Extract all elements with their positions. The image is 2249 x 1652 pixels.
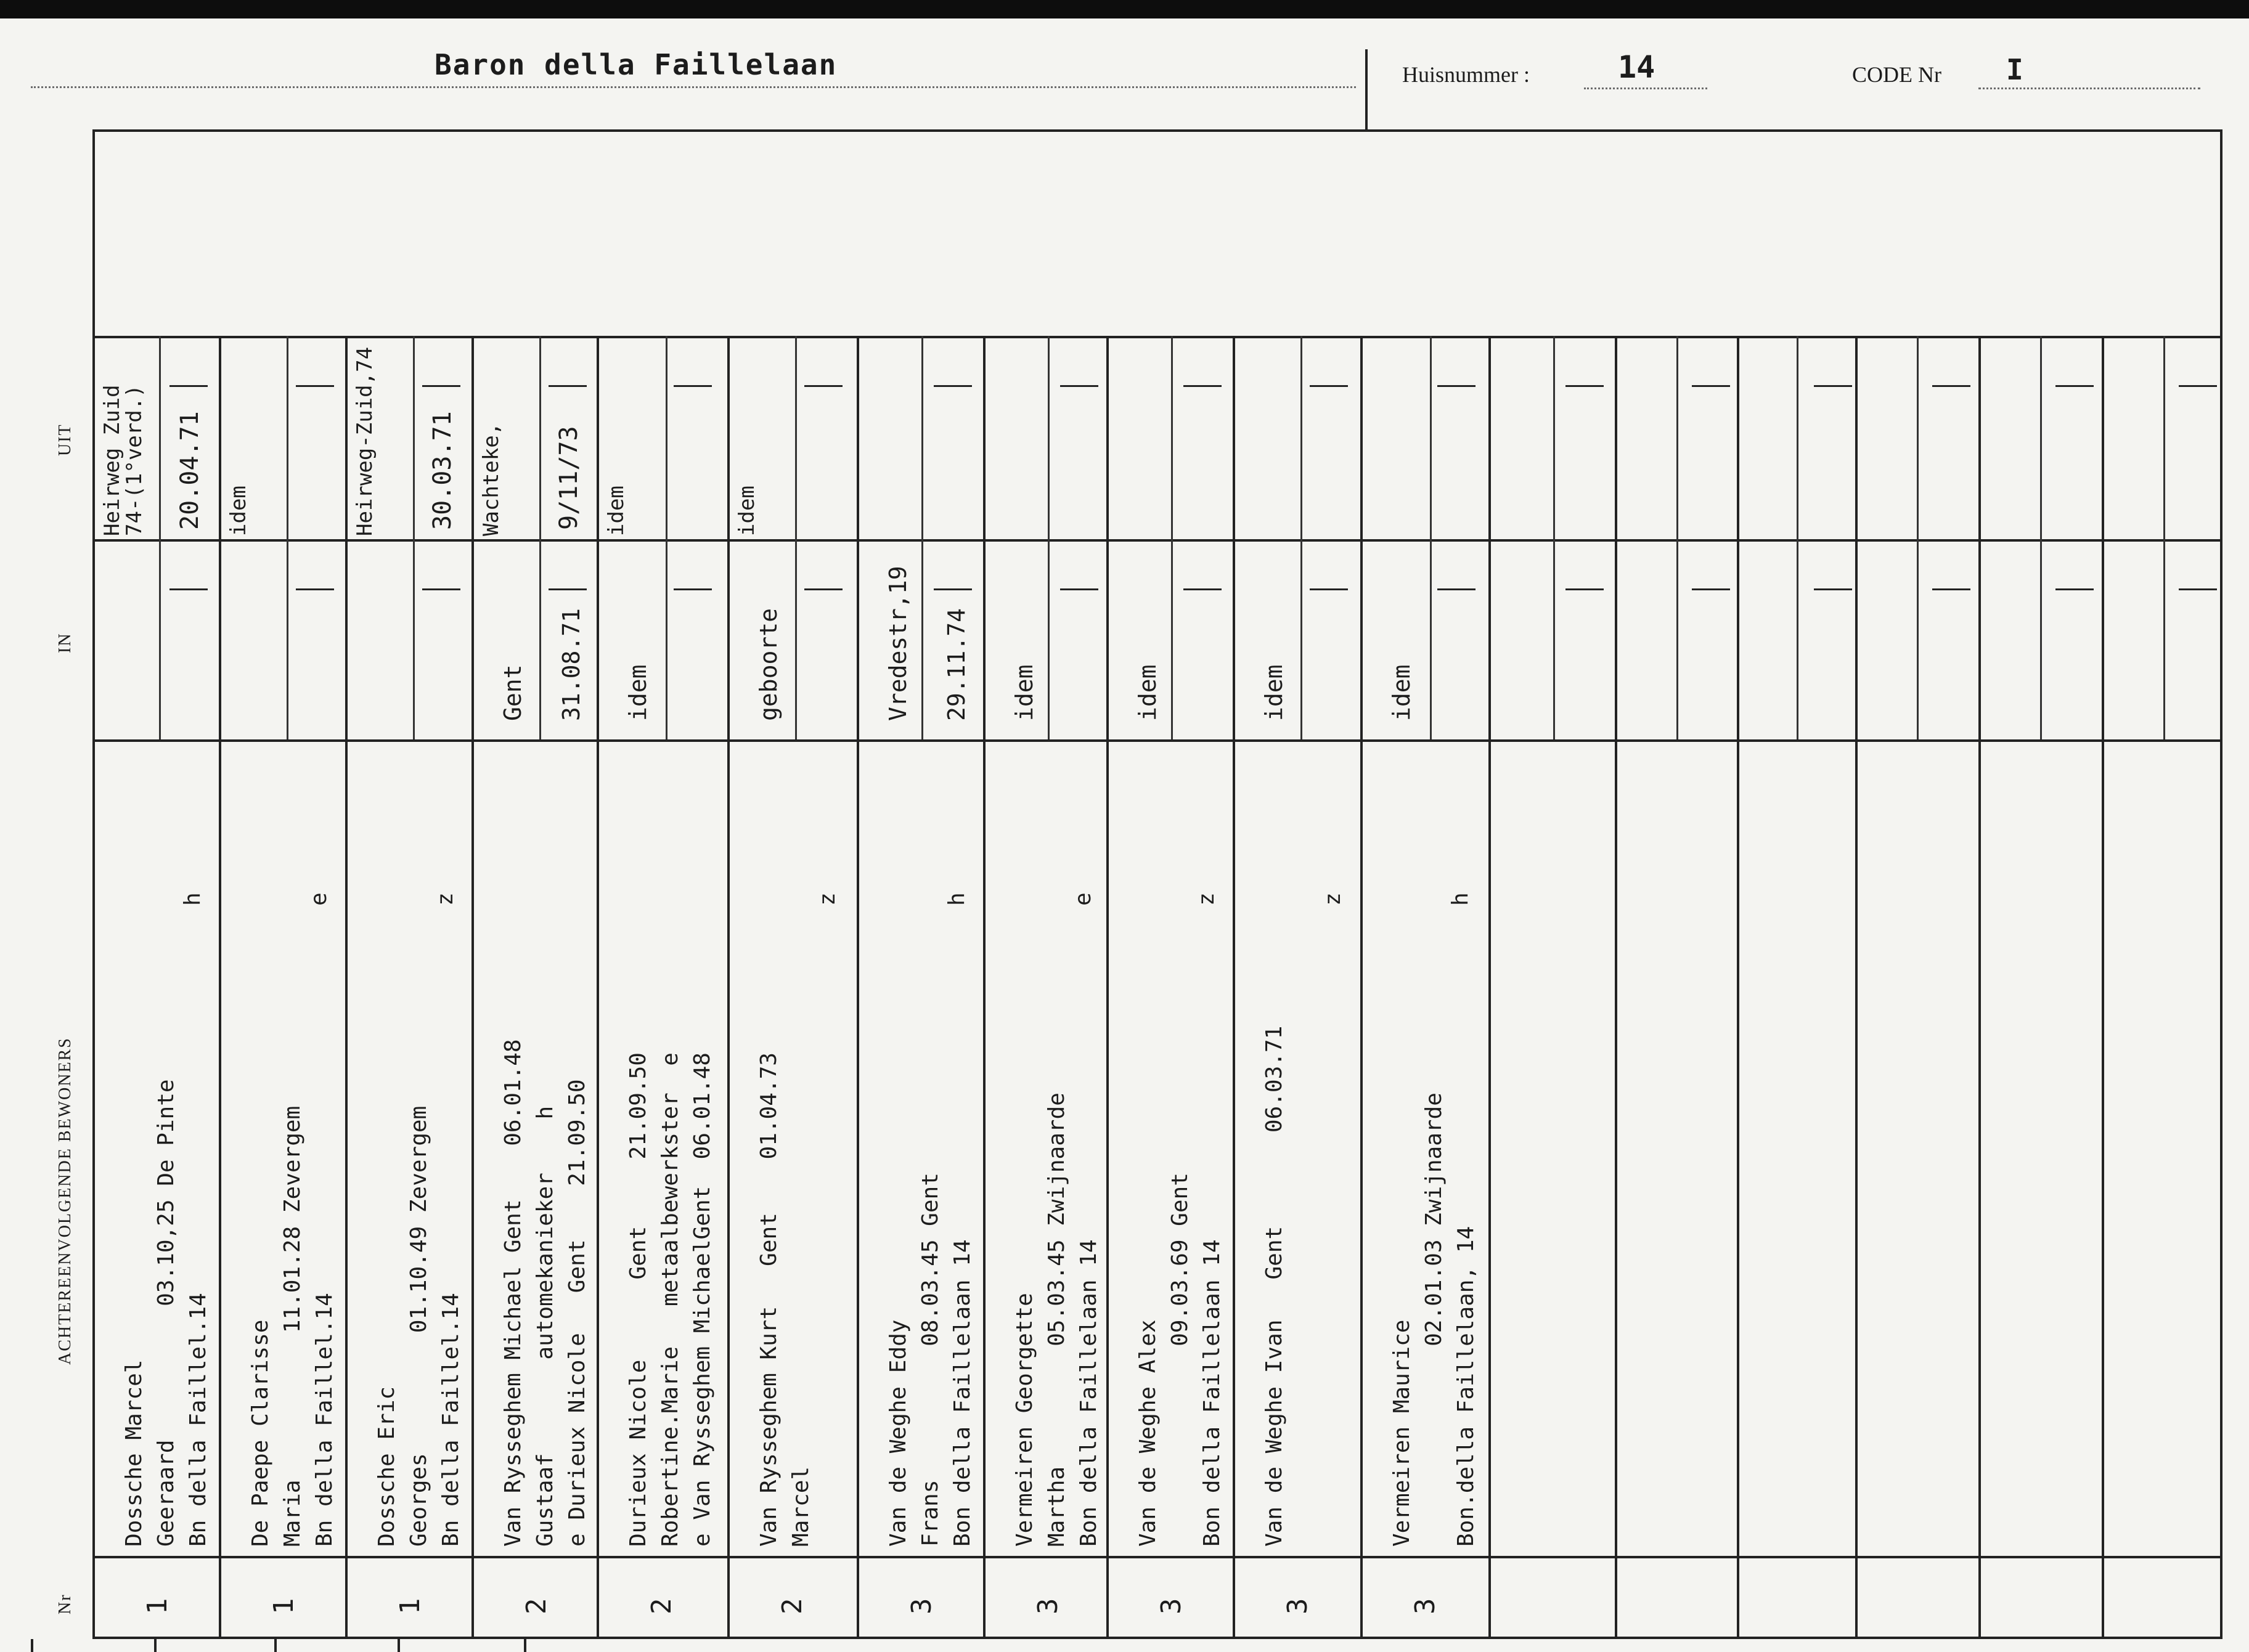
entry-nr: 1 — [394, 1598, 426, 1614]
entry-nr: 3 — [1410, 1598, 1441, 1614]
code-underline — [1978, 87, 2200, 89]
resident-line: e Van Rysseghem MichaelGent 06.01.48 — [690, 1052, 715, 1547]
entry-nr: 3 — [906, 1598, 937, 1614]
in-place: idem — [624, 664, 651, 721]
col-divider — [219, 336, 221, 1639]
sub-divider — [1048, 336, 1050, 739]
empty-dash — [1437, 385, 1476, 387]
uit-place: idem — [735, 486, 759, 536]
col-divider — [345, 336, 348, 1639]
resident-line: Martha 05.03.45 Zwijnaarde — [1044, 1093, 1069, 1547]
resident-line: 09.03.69 Gent — [1167, 1173, 1193, 1547]
resident-line: Bon della Faillelaan 14 — [1076, 1239, 1101, 1547]
nr-top-line — [92, 1556, 2222, 1558]
empty-dash — [2055, 385, 2094, 387]
empty-dash — [169, 385, 208, 387]
sex-marker: h — [180, 892, 205, 906]
uit-header: UIT — [55, 423, 75, 456]
col-divider — [983, 336, 986, 1639]
sub-divider — [1553, 336, 1555, 739]
resident-line: Dossche Marcel — [121, 1359, 147, 1547]
street-underline — [31, 86, 1356, 88]
sub-divider — [2040, 336, 2042, 739]
empty-dash — [1814, 385, 1852, 387]
resident-line: Bon della Faillelaan 14 — [1199, 1239, 1225, 1547]
uit-date: 30.03.71 — [428, 411, 457, 530]
sub-divider — [1171, 336, 1173, 739]
in-date: 29.11.74 — [943, 608, 970, 721]
empty-dash — [1060, 588, 1098, 590]
entry-nr: 2 — [777, 1598, 808, 1614]
sex-marker: z — [1320, 892, 1345, 906]
resident-line: Bn della Faillel.14 — [186, 1293, 211, 1547]
empty-dash — [934, 588, 972, 590]
col-divider — [92, 129, 95, 1639]
empty-dash — [422, 588, 460, 590]
col-divider — [1106, 336, 1109, 1639]
empty-dash — [1437, 588, 1476, 590]
empty-dash — [804, 385, 843, 387]
uit-date: 20.04.71 — [176, 411, 204, 530]
empty-dash — [1183, 588, 1222, 590]
resident-line: e Durieux Nicole Gent 21.09.50 — [565, 1079, 590, 1547]
col-divider — [1737, 336, 1739, 1639]
empty-dash — [296, 588, 334, 590]
sub-divider — [1797, 336, 1798, 739]
entry-nr: 1 — [142, 1598, 173, 1614]
col-divider — [727, 336, 730, 1639]
empty-dash — [674, 385, 712, 387]
col-divider — [1488, 336, 1491, 1639]
sub-divider — [413, 336, 415, 739]
huisnummer-underline — [1584, 87, 1707, 89]
sex-marker: e — [306, 892, 332, 906]
empty-dash — [2055, 588, 2094, 590]
sex-marker: z — [1194, 892, 1219, 906]
empty-dash — [1932, 588, 1970, 590]
sex-marker: e — [1071, 892, 1096, 906]
resident-line: Vermeiren Georgette — [1012, 1293, 1037, 1547]
huisnummer-value: 14 — [1618, 49, 1655, 85]
resident-line: Bn della Faillel.14 — [438, 1293, 463, 1547]
resident-line: Van Rysseghem Kurt Gent 01.04.73 — [756, 1052, 782, 1547]
nr-header: Nr — [55, 1593, 75, 1614]
uit-place: Wachteke, — [479, 422, 504, 536]
resident-line: Dossche Eric — [374, 1386, 399, 1547]
resident-line: Durieux Nicole Gent 21.09.50 — [626, 1052, 651, 1547]
empty-dash — [674, 588, 712, 590]
resident-line: 02.01.03 Zwijnaarde — [1421, 1093, 1447, 1547]
resident-line: Bon della Faillelaan 14 — [950, 1239, 975, 1547]
entry-nr: 3 — [1032, 1598, 1064, 1614]
sub-divider — [666, 336, 667, 739]
uit-top-line — [92, 336, 2222, 338]
resident-line: Van de Weghe Ivan Gent 06.03.71 — [1262, 1025, 1287, 1547]
street-name: Baron della Faillelaan — [435, 48, 838, 81]
resident-line: Georges 01.10.49 Zevergem — [406, 1105, 431, 1547]
sub-divider — [1917, 336, 1919, 739]
empty-dash — [549, 588, 587, 590]
uit-place: idem — [604, 486, 629, 536]
resident-line: Van Rysseghem Michael Gent 06.01.48 — [500, 1039, 526, 1547]
empty-dash — [296, 385, 334, 387]
resident-line: Bon.della Faillelaan, 14 — [1453, 1226, 1479, 1547]
in-place: idem — [1388, 664, 1415, 721]
sub-divider — [1676, 336, 1678, 739]
col-divider — [597, 336, 599, 1639]
header-divider — [1365, 49, 1368, 129]
empty-dash — [549, 385, 587, 387]
resident-line: Robertine.Marie metaalbewerkster e — [658, 1052, 683, 1547]
empty-dash — [1060, 385, 1098, 387]
in-place: Vredestr,19 — [884, 566, 912, 721]
sub-divider — [2163, 336, 2165, 739]
col-divider — [1978, 336, 1981, 1639]
empty-dash — [2179, 385, 2217, 387]
bottom-tick — [398, 1639, 400, 1652]
empty-dash — [1310, 385, 1348, 387]
entry-nr: 3 — [1156, 1598, 1187, 1614]
sex-marker: h — [1448, 892, 1473, 906]
sub-divider — [539, 336, 541, 739]
entry-nr: 2 — [521, 1598, 552, 1614]
sub-divider — [159, 336, 161, 739]
in-place: Gent — [499, 664, 526, 721]
empty-dash — [804, 588, 843, 590]
in-header: IN — [55, 632, 75, 653]
code-label: CODE Nr — [1852, 62, 1941, 87]
huisnummer-label: Huisnummer : — [1402, 62, 1530, 87]
empty-dash — [2179, 588, 2217, 590]
col-divider — [1855, 336, 1858, 1639]
resident-line: Bn della Faillel.14 — [312, 1293, 337, 1547]
empty-dash — [1692, 588, 1730, 590]
col-divider — [1360, 336, 1363, 1639]
col-divider — [2102, 336, 2104, 1639]
scan-top-edge — [0, 0, 2249, 18]
bottom-tick — [524, 1639, 526, 1652]
in-place: idem — [1134, 664, 1161, 721]
resident-line: Maria 11.01.28 Zevergem — [280, 1105, 305, 1547]
resident-line: Frans 08.03.45 Gent — [918, 1173, 943, 1547]
uit-place: idem — [226, 486, 251, 536]
empty-dash — [1310, 588, 1348, 590]
resident-line: Marcel — [788, 1466, 814, 1547]
entry-nr: 2 — [646, 1598, 677, 1614]
entry-nr: 3 — [1282, 1598, 1313, 1614]
empty-dash — [1565, 385, 1604, 387]
col-divider — [1233, 336, 1235, 1639]
empty-dash — [1932, 385, 1970, 387]
empty-dash — [1814, 588, 1852, 590]
resident-line: Vermeiren Maurice — [1389, 1319, 1414, 1547]
resident-line: Van de Weghe Alex — [1135, 1319, 1161, 1547]
in-place: idem — [1260, 664, 1288, 721]
resident-line: De Paepe Clarisse — [248, 1319, 273, 1547]
sub-divider — [921, 336, 923, 739]
sub-divider — [1430, 336, 1432, 739]
sex-marker: z — [433, 892, 458, 906]
bewoners-header: ACHTEREENVOLGENDE BEWONERS — [55, 1037, 75, 1365]
in-date: 31.08.71 — [558, 608, 585, 721]
code-value: I — [2006, 53, 2023, 86]
resident-line: Geeraard 03.10,25 De Pinte — [153, 1079, 179, 1547]
sub-divider — [287, 336, 288, 739]
empty-dash — [1183, 385, 1222, 387]
sub-divider — [795, 336, 797, 739]
resident-line: Gustaaf automekanieker h — [533, 1105, 558, 1547]
col-divider — [1615, 336, 1617, 1639]
bottom-tick — [154, 1639, 157, 1652]
in-place: geboorte — [755, 608, 782, 721]
entry-nr: 1 — [268, 1598, 300, 1614]
empty-dash — [169, 588, 208, 590]
bewoners-top-line — [92, 739, 2222, 742]
bottom-tick — [274, 1639, 277, 1652]
col-divider — [471, 336, 474, 1639]
sex-marker: z — [815, 892, 840, 906]
sub-divider — [1300, 336, 1302, 739]
uit-date: 9/11/73 — [555, 426, 583, 530]
empty-dash — [934, 385, 972, 387]
in-place: idem — [1011, 664, 1038, 721]
uit-place: Heirweg-Zuid,74 — [353, 346, 377, 536]
empty-dash — [1565, 588, 1604, 590]
sex-marker: h — [944, 892, 969, 906]
empty-dash — [1692, 385, 1730, 387]
in-top-line — [92, 539, 2222, 542]
bottom-tick — [31, 1639, 33, 1652]
uit-place: Heirweg Zuid 74-(1°verd.) — [100, 385, 147, 536]
resident-line: Van de Weghe Eddy — [886, 1319, 911, 1547]
col-divider — [857, 336, 859, 1639]
empty-dash — [422, 385, 460, 387]
